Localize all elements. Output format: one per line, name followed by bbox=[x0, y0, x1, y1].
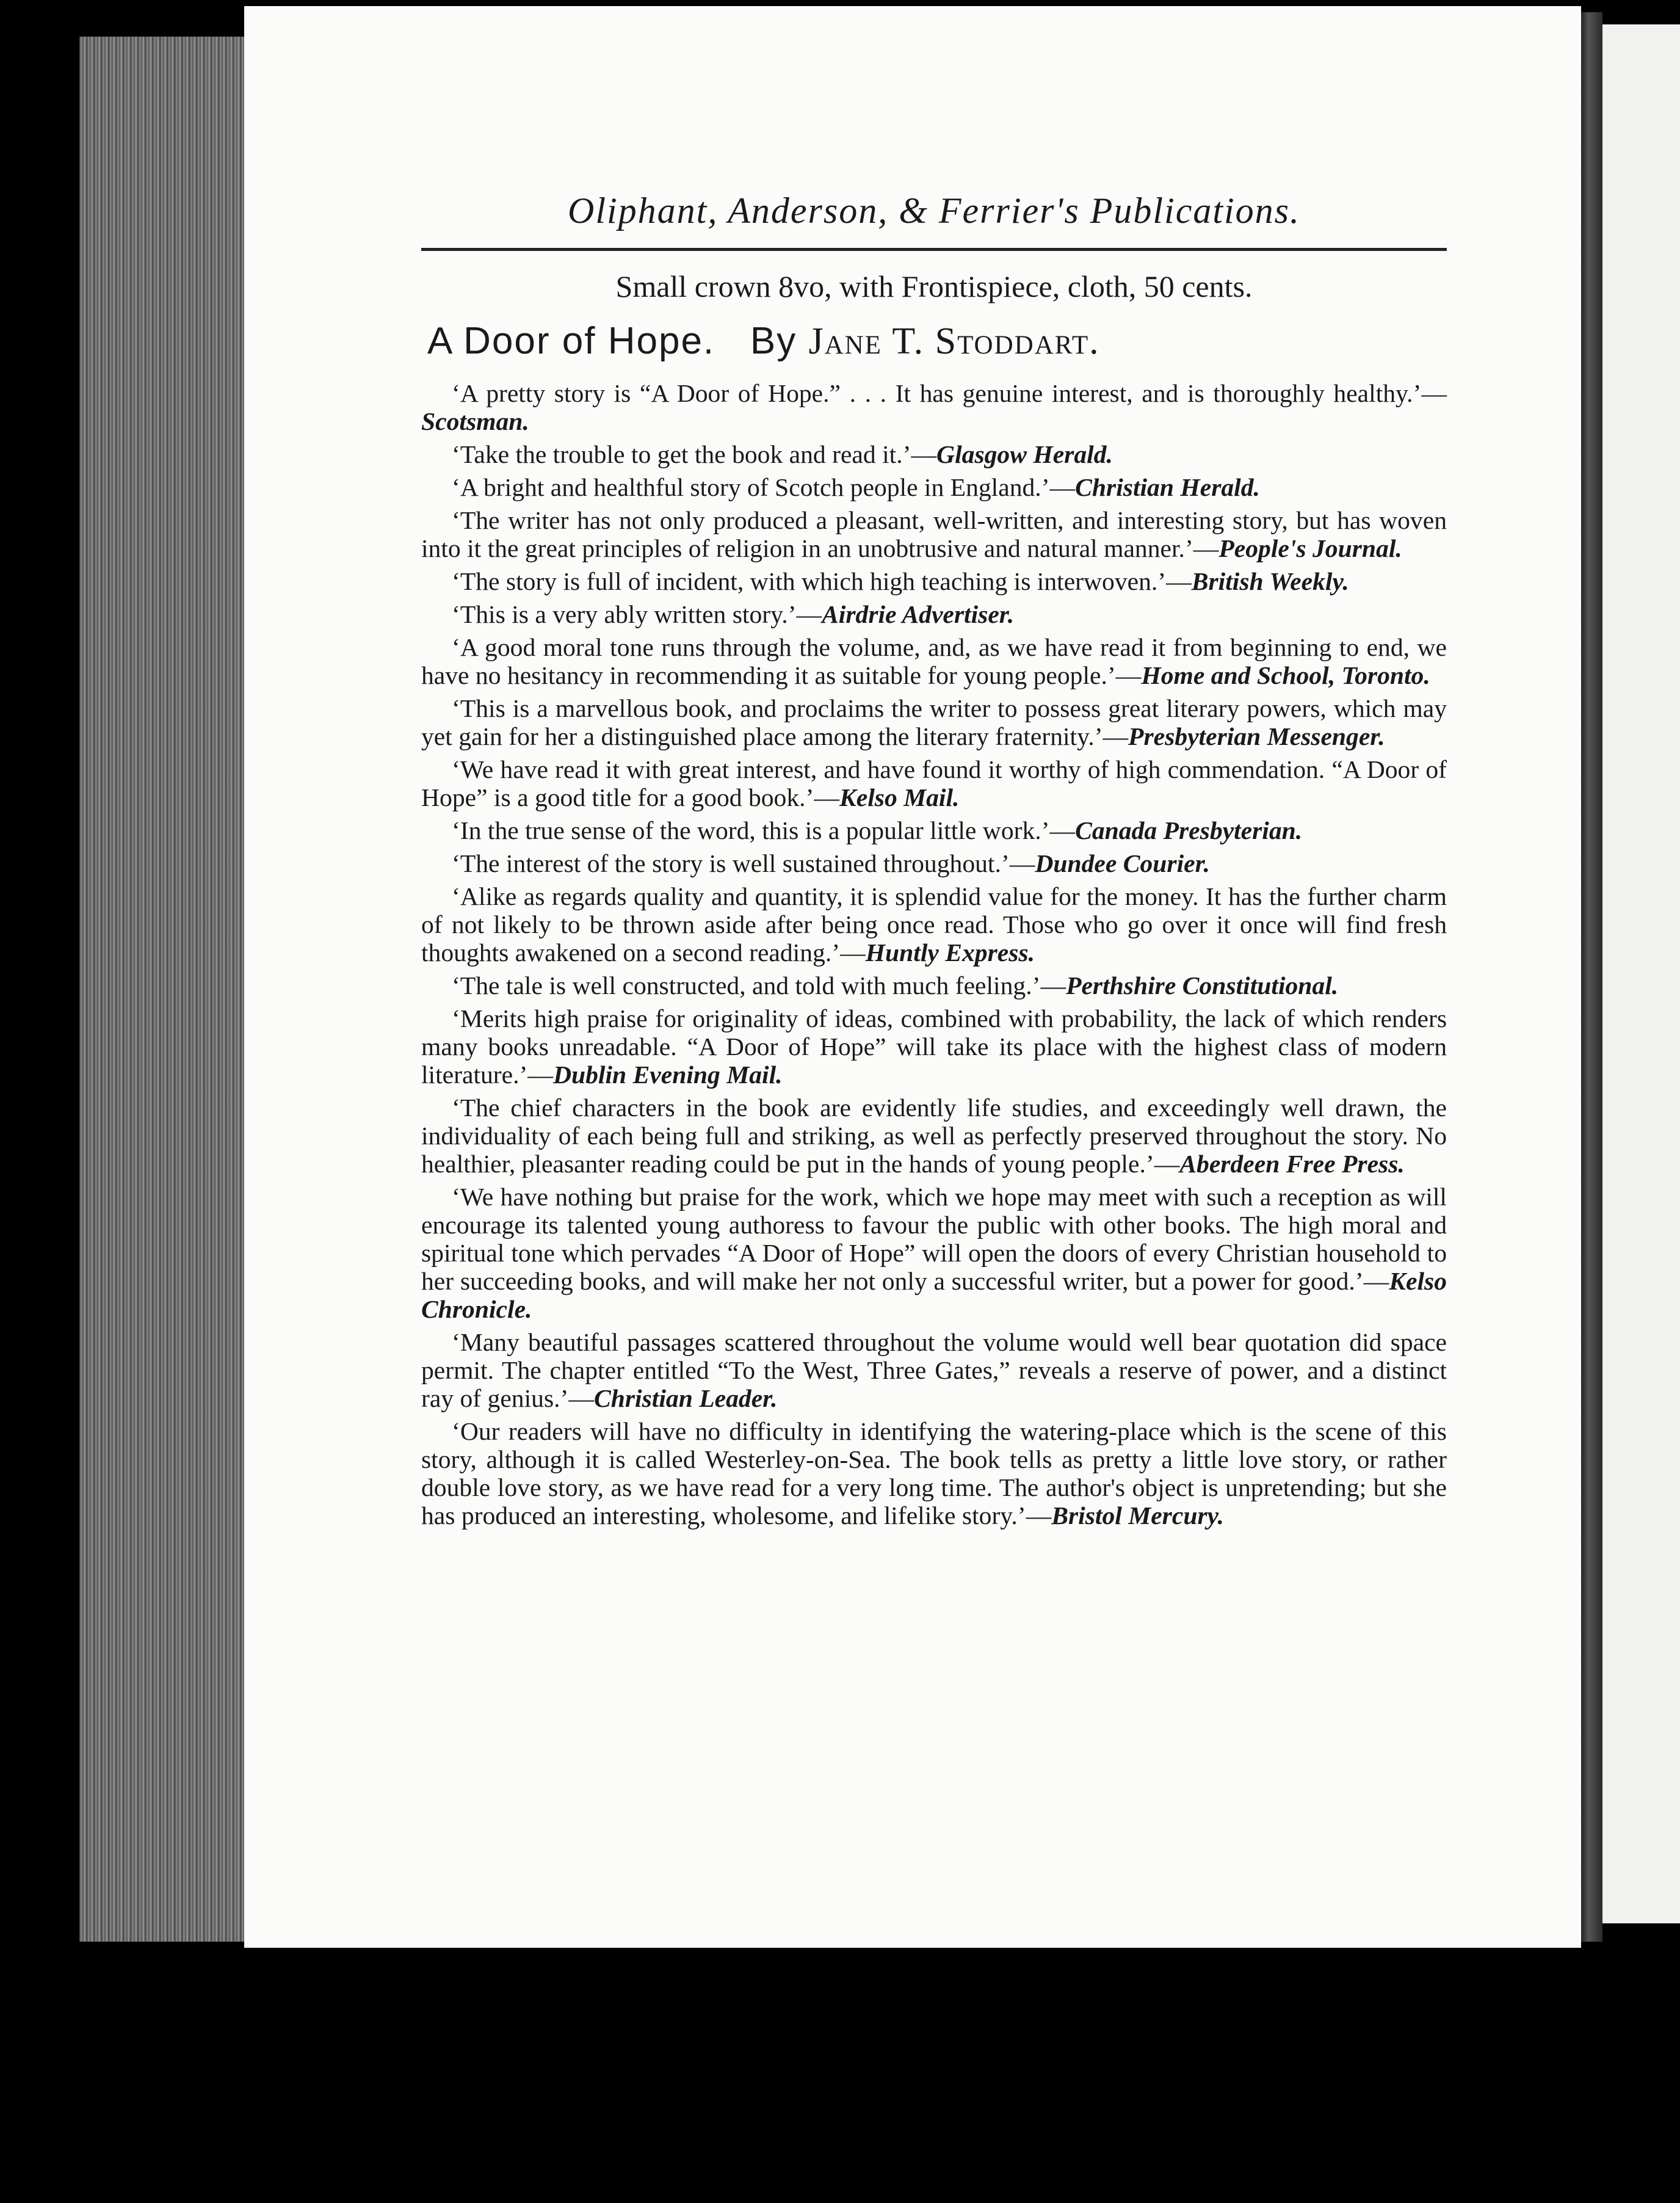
review-source: Kelso Mail. bbox=[839, 783, 960, 811]
review-quote: ‘In the true sense of the word, this is a popular little work.’— bbox=[452, 816, 1076, 844]
review-quote: ‘Our readers will have no difficulty in identifying the watering-place which is the scene of this story, although it is called Westerley-on-Sea. The book tells as pretty a little love story, or rather double love story, as we have read for a very long time. The author's object is unpretending; but she has produced an interesting, wholesome, and lifelike story.’— bbox=[421, 1417, 1447, 1530]
review-quote: ‘The interest of the story is well sustained throughout.’— bbox=[452, 849, 1035, 877]
review-source: Scotsman. bbox=[421, 407, 529, 435]
book-title: A Door of Hope. bbox=[427, 320, 715, 362]
review-paragraph bbox=[421, 567, 1447, 595]
review-paragraph bbox=[421, 600, 1447, 628]
page-content bbox=[421, 183, 1447, 1534]
review-quote: ‘The story is full of incident, with which high teaching is interwoven.’— bbox=[452, 567, 1192, 595]
review-paragraph bbox=[421, 473, 1447, 501]
review-paragraph bbox=[421, 1417, 1447, 1530]
review-paragraph bbox=[421, 694, 1447, 750]
review-source: British Weekly. bbox=[1191, 567, 1349, 595]
review-quote: ‘Many beautiful passages scattered throughout the volume would well bear quotation did space permit. The chapter entitled “To the West, Three Gates,” reveals a reserve of power, and a distinct ray of genius.’— bbox=[421, 1328, 1447, 1412]
book-format-line: Small crown 8vo, with Frontispiece, cloth, 50 cents. bbox=[615, 269, 1253, 303]
review-source: Dundee Courier. bbox=[1035, 849, 1210, 877]
book-title-line bbox=[427, 312, 1447, 371]
review-source: Aberdeen Free Press. bbox=[1179, 1150, 1405, 1178]
review-source: Airdrie Advertiser. bbox=[822, 600, 1015, 628]
review-quote: ‘A pretty story is “A Door of Hope.” . . . It has genuine interest, and is thoroughly healthy.’— bbox=[452, 379, 1447, 407]
review-paragraph bbox=[421, 1004, 1447, 1089]
review-source: Dublin Evening Mail. bbox=[552, 1061, 783, 1089]
review-quote: ‘The tale is well constructed, and told with much feeling.’— bbox=[452, 971, 1066, 1000]
review-paragraph bbox=[421, 849, 1447, 877]
book-page-edges bbox=[79, 37, 244, 1942]
review-paragraph bbox=[421, 379, 1447, 435]
header-rule bbox=[421, 248, 1447, 251]
review-source: Canada Presbyterian. bbox=[1075, 816, 1303, 844]
review-quote: ‘We have read it with great interest, and have found it worthy of high commendation. “A Door of Hope” is a good title for a good book.’— bbox=[421, 755, 1447, 811]
review-source: Kelso Chronicle. bbox=[421, 1267, 1447, 1323]
running-header: Oliphant, Anderson, & Ferrier's Publications. bbox=[567, 191, 1301, 231]
review-quote: ‘Alike as regards quality and quantity, it is splendid value for the money. It has the further charm of not likely to be thrown aside after being once read. Those who go over it once will find fresh thoughts awakened on a second reading.’— bbox=[421, 882, 1447, 967]
review-paragraph bbox=[421, 1183, 1447, 1323]
review-paragraph bbox=[421, 1094, 1447, 1178]
review-paragraph bbox=[421, 816, 1447, 844]
review-paragraph bbox=[421, 971, 1447, 1000]
review-source: Christian Herald. bbox=[1075, 473, 1260, 501]
review-source: Home and School, Toronto. bbox=[1141, 661, 1430, 689]
review-source: Christian Leader. bbox=[594, 1384, 778, 1412]
review-quote: ‘This is a very ably written story.’— bbox=[452, 600, 822, 628]
review-source: Huntly Express. bbox=[865, 938, 1035, 967]
review-quote: ‘The chief characters in the book are evidently life studies, and exceedingly well drawn, the individuality of each being full and striking, as well as perfectly preserved throughout the story. No healthier, pleasanter reading could be put in the hands of young people.’— bbox=[421, 1094, 1447, 1178]
review-paragraph bbox=[421, 440, 1447, 468]
press-reviews bbox=[421, 379, 1447, 1530]
review-source: Glasgow Herald. bbox=[936, 440, 1113, 468]
review-quote: ‘The writer has not only produced a pleasant, well-written, and interesting story, but has woven into it the great principles of religion in an unobtrusive and natural manner.’— bbox=[421, 506, 1447, 562]
review-source: Bristol Mercury. bbox=[1051, 1501, 1224, 1530]
review-paragraph bbox=[421, 633, 1447, 689]
review-quote: ‘A bright and healthful story of Scotch people in England.’— bbox=[452, 473, 1076, 501]
book-gutter bbox=[1581, 12, 1602, 1942]
book-author: Jane T. Stoddart. bbox=[808, 321, 1100, 362]
review-quote: ‘A good moral tone runs through the volume, and, as we have read it from beginning to end, we have no hesitancy in recommending it as suitable for young people.’— bbox=[421, 633, 1447, 689]
review-source: Presbyterian Messenger. bbox=[1128, 722, 1385, 750]
review-quote: ‘This is a marvellous book, and proclaims the writer to possess great literary powers, which may yet gain for her a distinguished place among the literary fraternity.’— bbox=[421, 694, 1447, 750]
review-source: People's Journal. bbox=[1218, 534, 1402, 562]
book-page bbox=[244, 6, 1581, 1948]
author-by: By bbox=[750, 320, 797, 362]
review-source: Perthshire Constitutional. bbox=[1066, 971, 1339, 1000]
review-quote: ‘Take the trouble to get the book and read it.’— bbox=[452, 440, 937, 468]
review-quote: ‘We have nothing but praise for the work, which we hope may meet with such a reception as will encourage its talented young authoress to favour the public with other books. The high moral and spiritual tone which pervades “A Door of Hope” will open the doors of every Christian household to her succeeding books, and will make her not only a successful writer, but a power for good.’— bbox=[421, 1183, 1447, 1295]
review-paragraph bbox=[421, 882, 1447, 967]
facing-page-margin bbox=[1602, 24, 1680, 1923]
review-paragraph bbox=[421, 506, 1447, 562]
review-paragraph bbox=[421, 1328, 1447, 1412]
review-quote: ‘Merits high praise for originality of ideas, combined with probability, the lack of which renders many books unreadable. “A Door of Hope” will take its place with the highest class of modern literature.’— bbox=[421, 1004, 1447, 1089]
review-paragraph bbox=[421, 755, 1447, 811]
